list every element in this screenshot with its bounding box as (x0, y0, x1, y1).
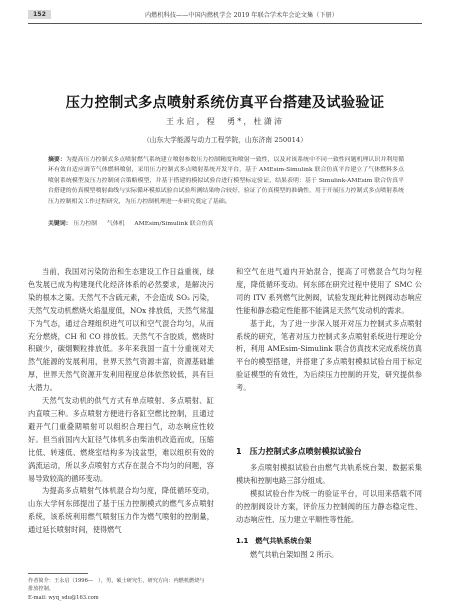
subsection-body (236, 549, 422, 562)
right-column (236, 266, 422, 395)
footnote-line: 作者简介：王永启（1996— ），男，硕士研究生，研究方向：内燃机燃烧与 (28, 578, 205, 584)
affiliation: （山东大学能源与动力工程学院，山东济南 250014） (142, 136, 308, 144)
running-title: 内燃机科技——中国内燃机学会 2019 年联合学术年会论文集（下册） (144, 11, 338, 19)
keyword: 压力控制 (73, 221, 97, 227)
body-paragraph: 为提高多点喷射气体机混合均匀度，降低循环变动，山东大学何东郎提出了基于压力控制模式的燃气多点喷射系统，该系统利用燃气喷射压力作为燃气喷射的控制量，通过延长喷射时间，使得燃气 (28, 486, 214, 535)
abstract-text: 为提高压力控制式多点喷射燃气系统建立喷射参数压力控制精度和喷射一致性，以及对该系统中不同一致性问题机理认识并利用循环有效自适应调节气体燃料喷射，采用压力控制式多点喷射系统开发平台，基于 AMEsim-Simulink 联合仿真平台建立了气体燃料多点喷射系统模型及压力控制闭合策略模型，并基于搭建的模拟试验台进行模型标定验证，结果表明：基于 Simulink-AMEsim 联合仿真平台搭建的仿真模型喷射曲线与实际循环模拟试验台试验所测结果吻合较好，验证了仿真模型的准确性，用于开展压力控制式多点喷射系统压力控制相关工作过程研究，为压力控制机理进一步研究奠定了基础。 (48, 157, 405, 205)
left-column (28, 266, 214, 537)
keywords (48, 218, 404, 227)
abstract-label: 摘要： (48, 157, 66, 163)
keywords-label: 关键词： (48, 221, 72, 227)
authors: 王永启，程 勇*，杜潇沛 (165, 116, 285, 126)
body-paragraph: 和空气在进气道内开始混合，提高了可燃混合气均匀程度，降低循环变动。何东郎在研究过程中使用了 SMC 公司的 ITV 系列燃气比例阀，试验发现此种比例阀动态响应性能和静态稳定性能都不能满足天然气发动机的需求。 (236, 267, 422, 315)
section-body (236, 462, 422, 527)
abstract (48, 155, 404, 207)
keyword: 气体机 (106, 221, 125, 227)
keyword: AMEsim/Simulink 联合仿真 (134, 221, 214, 227)
body-paragraph: 模拟试验台作为统一的验证平台，可以用来搭载不同的控制阀设计方案，评价压力控制阀的压力静态稳定性、动态响应性、压力建立平顺性等性能。 (236, 488, 422, 524)
body-paragraph: 燃气共轨台架如图 2 所示。 (250, 550, 339, 559)
body-paragraph: 多点喷射模拟试验台由燃气共轨系统台架、数据采集模块和控制电路三部分组成。 (236, 463, 422, 485)
footnote-line: 排放控制。 (28, 586, 54, 592)
body-paragraph: 当前，我国对污染防治和生态建设工作日益重视，绿色发展已成为构建现代化经济体系的必然要求，是解决污染的根本之策。天然气不含硫元素，不会造成 SO₂ 污染，天然气发动机燃烧火焰温度低，NOx 排放低，天然气常温下为气态，通过合理组织进气可以和空气混合均匀，从而充分燃烧，CH 和 CO 排放低。天然气不含胶质，燃烧时积碳少，碳烟颗粒排放低。多年来我国一直十分重视对天然气能源的发展利用，世界天然气资源丰富，资源基础雄厚，世界天然气资源开发利用程度总体依然较低，具有巨大潜力。 (28, 267, 214, 393)
body-paragraph: 基于此，为了进一步深入展开对压力控制式多点喷射系统的研究，笔者对压力控制式多点喷射系统进行理论分析，利用 AMEsim-Simulink 联合仿真技术完成系统仿真平台的模型搭建，并搭建了多点喷射模拟试验台用于标定验证模型的有效性，为后续压力控制的开发，研究提供参考。 (236, 318, 422, 393)
body-paragraph: 天然气发动机的供气方式有单点喷射、多点喷射、缸内直喷三种。多点喷射方便进行各缸空燃比控制，且通过避开气门重叠期喷射可以组织合理扫气，动态响应性较好。但当前国内大缸径气体机多由柴油机改造而成，压缩比低、转速低、燃烧室结构多为浅盆型，难以组织有效的涡流运动，所以多点喷射方式存在混合不均匀的问题，容易导致较高的循环变动。 (28, 396, 214, 483)
paper-title: 压力控制式多点喷射系统仿真平台搭建及试验验证 (65, 95, 385, 111)
section-heading: 1 压力控制式多点喷射模拟试验台 (236, 447, 362, 456)
header-rule (28, 23, 422, 24)
running-header (28, 8, 422, 20)
subsection-heading: 1.1 燃气共轨系统台架 (236, 537, 312, 545)
footnote-rule (28, 573, 88, 574)
page-number: 152 (28, 10, 51, 19)
footnote-email: E-mail: wyq_sdu@163.com (28, 595, 99, 601)
